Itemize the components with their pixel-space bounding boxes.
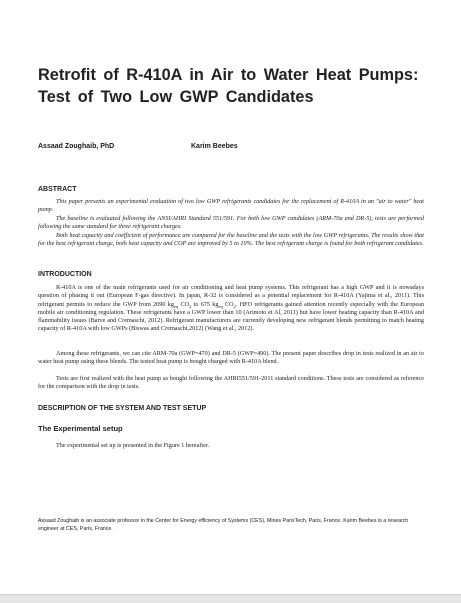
introduction-paragraph: R-410A is one of the main refrigerants used for air conditioning and heat pump systems. This refrigerant has a high GWP and it is nowadays question of phasing it out (European F-gas directive). In japan, R-32 is considered as a potential replacement for R-410A (Yajima et al., 2011). This refrigerant permits to reduce the GWP from 2090 $kg_{eq}$ $CO_2$ to 675 $kg_{eq}$ $CO_2$. HFO refrigerants gained attention recently especially with the European mobile air conditioning regulation. These refrigerants have a GWP lower than 10 (Arimoto et Al, 2011) but have lower heating capacity than R-410A and flammability issues (Barve and Cremaschi, 2012). Refrigerant manufacturers are currently developing new refrigerant blends permitting to match heating capacity of R-410A with low GWPs (Biswas and Cremaschi,2012) (Wang et al., 2012). (38, 284, 424, 333)
author-name: Karim Beebes (191, 143, 238, 150)
body-paragraph: The experimental set up is presented in the Figure 1 hereafter. (56, 442, 210, 449)
abstract-heading: ABSTRACT (38, 186, 77, 193)
subsection-heading: The Experimental setup (38, 424, 123, 433)
abstract-paragraph: This paper presents an experimental evaluation of two low GWP refrigerants candidates for the replacement of R-410A in an "air to water" heat pump. (38, 198, 424, 214)
author-line (38, 143, 438, 155)
section-heading: DESCRIPTION OF THE SYSTEM AND TEST SETUP (38, 405, 207, 412)
paper-title: Retrofit of R-410A in Air to Water Heat Pumps: Test of Two Low GWP Candidates (38, 66, 419, 106)
abstract-paragraph: The baseline is evaluated following the ANSI/AHRI Standard 551/591. For both low GWP candidates (ARM-70a and DR-5), tests are performed following the same standard for three refrigerant charges. (38, 215, 424, 231)
author-footnote: Assaad Zoughaib is an associate professor in the Center for Energy efficiency of Systems (CES), Mines ParisTech, Paris, France. Karim Beebes is a research engineer at CES, Paris, France. (38, 518, 409, 532)
author-name: Assaad Zoughaib, PhD (38, 143, 115, 150)
introduction-heading: INTRODUCTION (38, 271, 92, 278)
introduction-paragraph: Tests are first realized with the heat pump as bought following the AHRI551/591-2011 standard conditions. These tests are considered as reference for the comparison with the drop in tests. (38, 375, 424, 391)
introduction-paragraph: Among these refrigerants, we can cite ARM-70a (GWP=470) and DR-5 (GWP=490). The present paper describes drop in tests realized in an air to water heat pump using these blends. The tested heat pump is bought charged with R-410A blend. (38, 350, 424, 366)
abstract-paragraph: Both heat capacity and coefficient of performance are compared for the baseline and the tests with the low GWP refrigerants. The results show that for the best refrigerant charge, both heat capacity and COP are improved by 5 to 10%. The best refrigerant charge is found for both refrigerant candidates. (38, 232, 424, 248)
